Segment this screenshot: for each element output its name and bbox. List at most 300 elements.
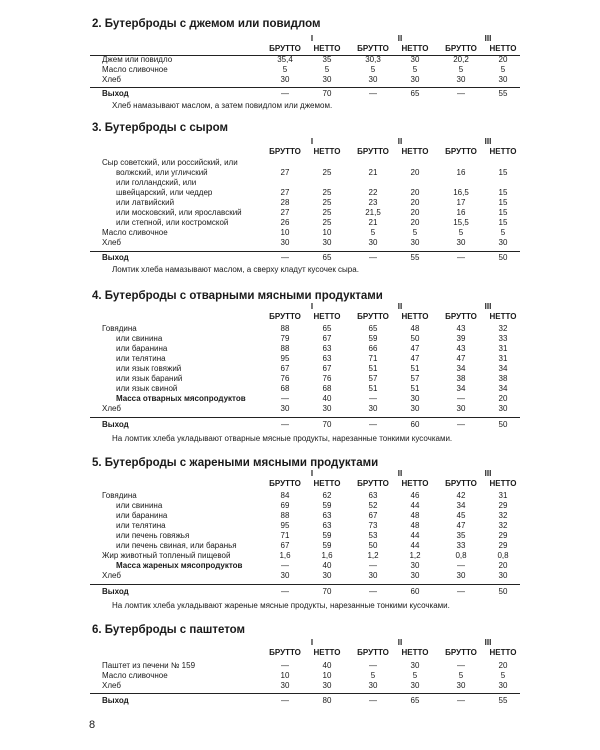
- output-cell: —: [369, 89, 377, 98]
- value-cell: 71: [368, 354, 378, 363]
- value-cell: 5: [370, 228, 376, 237]
- output-rule: [90, 87, 520, 88]
- value-cell: 30: [280, 75, 290, 84]
- value-cell: 0,8: [455, 551, 467, 560]
- value-cell: 29: [498, 541, 508, 550]
- col-group-iii: III: [484, 302, 492, 311]
- value-cell: 27: [280, 188, 290, 197]
- value-cell: 59: [322, 501, 332, 510]
- value-cell: 23: [368, 198, 378, 207]
- value-cell: 30: [368, 571, 378, 580]
- output-cell: 55: [410, 253, 420, 262]
- value-cell: 30: [322, 571, 332, 580]
- row-label: Масса жареных мясопродуктов: [116, 561, 243, 570]
- value-cell: 21,5: [365, 208, 381, 217]
- value-cell: 30: [456, 571, 466, 580]
- value-cell: 65: [368, 324, 378, 333]
- value-cell: 20: [410, 168, 420, 177]
- col-head-net-ii: НЕТТО: [401, 648, 429, 657]
- output-cell: 50: [498, 420, 508, 429]
- value-cell: 25: [322, 168, 332, 177]
- value-cell: 30: [322, 681, 332, 690]
- output-cell: 60: [410, 587, 420, 596]
- value-cell: 44: [410, 531, 420, 540]
- value-cell: 31: [498, 344, 508, 353]
- col-head-gross-iii: БРУТТО: [445, 147, 477, 156]
- value-cell: 10: [280, 671, 290, 680]
- col-head-gross-ii: БРУТТО: [357, 648, 389, 657]
- value-cell: 1,6: [321, 551, 333, 560]
- output-label: Выход: [102, 420, 129, 429]
- col-head-gross-iii: БРУТТО: [445, 479, 477, 488]
- value-cell: 1,2: [367, 551, 379, 560]
- value-cell: 50: [410, 334, 420, 343]
- value-cell: —: [369, 661, 377, 670]
- value-cell: 25: [322, 218, 332, 227]
- value-cell: 48: [410, 324, 420, 333]
- col-head-gross-iii: БРУТТО: [445, 44, 477, 53]
- value-cell: 30: [322, 75, 332, 84]
- value-cell: 30: [322, 404, 332, 413]
- value-cell: 15: [498, 198, 508, 207]
- value-cell: 57: [410, 374, 420, 383]
- value-cell: —: [281, 561, 289, 570]
- value-cell: 32: [498, 511, 508, 520]
- col-group-i: I: [310, 469, 314, 478]
- output-cell: 70: [322, 420, 332, 429]
- row-label: или свинина: [116, 501, 163, 510]
- col-head-net-i: НЕТТО: [313, 312, 341, 321]
- col-head-net-iii: НЕТТО: [489, 44, 517, 53]
- row-label: Сыр советский, или российский, или: [102, 158, 238, 167]
- value-cell: 30: [410, 394, 420, 403]
- value-cell: 20: [410, 218, 420, 227]
- row-label: или печень свиная, или баранья: [116, 541, 237, 550]
- value-cell: 88: [280, 324, 290, 333]
- section-note: Ломтик хлеба намазывают маслом, а сверху кладут кусочек сыра.: [112, 265, 359, 274]
- value-cell: 32: [498, 521, 508, 530]
- value-cell: 20: [498, 661, 508, 670]
- value-cell: 15: [498, 218, 508, 227]
- row-label: волжский, или угличский: [116, 168, 208, 177]
- col-head-gross-iii: БРУТТО: [445, 312, 477, 321]
- value-cell: 48: [410, 521, 420, 530]
- row-label: или свинина: [116, 334, 163, 343]
- value-cell: 15: [498, 188, 508, 197]
- col-head-gross-iii: БРУТТО: [445, 648, 477, 657]
- col-head-gross-ii: БРУТТО: [357, 44, 389, 53]
- value-cell: 73: [368, 521, 378, 530]
- output-cell: 55: [498, 696, 508, 705]
- row-label: или голландский, или: [116, 178, 197, 187]
- output-cell: —: [457, 696, 465, 705]
- output-cell: 70: [322, 89, 332, 98]
- value-cell: 22: [368, 188, 378, 197]
- col-group-iii: III: [484, 34, 492, 43]
- value-cell: 40: [322, 394, 332, 403]
- output-cell: —: [457, 89, 465, 98]
- output-label: Выход: [102, 253, 129, 262]
- value-cell: 67: [322, 364, 332, 373]
- value-cell: 15: [498, 168, 508, 177]
- value-cell: —: [457, 394, 465, 403]
- section-title: 3. Бутерброды с сыром: [92, 122, 229, 134]
- value-cell: 21: [368, 168, 378, 177]
- value-cell: 38: [456, 374, 466, 383]
- value-cell: 63: [322, 344, 332, 353]
- value-cell: —: [457, 561, 465, 570]
- row-label: или степной, или костромской: [116, 218, 229, 227]
- output-rule: [90, 417, 520, 418]
- row-label: или московский, или ярославский: [116, 208, 242, 217]
- col-head-gross-ii: БРУТТО: [357, 312, 389, 321]
- output-cell: —: [281, 89, 289, 98]
- value-cell: 34: [498, 364, 508, 373]
- col-group-ii: II: [397, 638, 403, 647]
- row-label: Джем или повидло: [102, 55, 173, 64]
- col-head-gross-ii: БРУТТО: [357, 479, 389, 488]
- value-cell: 30: [498, 75, 508, 84]
- value-cell: 68: [280, 384, 290, 393]
- value-cell: 34: [498, 384, 508, 393]
- output-cell: —: [281, 420, 289, 429]
- row-label: или латвийский: [116, 198, 175, 207]
- value-cell: 5: [412, 228, 418, 237]
- value-cell: 5: [500, 671, 506, 680]
- output-cell: 65: [322, 253, 332, 262]
- col-head-net-i: НЕТТО: [313, 44, 341, 53]
- value-cell: 25: [322, 208, 332, 217]
- value-cell: 30: [410, 561, 420, 570]
- col-group-iii: III: [484, 137, 492, 146]
- output-label: Выход: [102, 89, 129, 98]
- value-cell: 63: [322, 521, 332, 530]
- value-cell: —: [457, 661, 465, 670]
- value-cell: 59: [368, 334, 378, 343]
- value-cell: 71: [280, 531, 290, 540]
- value-cell: 25: [322, 188, 332, 197]
- row-label: Говядина: [102, 491, 137, 500]
- value-cell: 95: [280, 521, 290, 530]
- col-group-ii: II: [397, 302, 403, 311]
- col-head-net-i: НЕТТО: [313, 648, 341, 657]
- value-cell: 30: [368, 681, 378, 690]
- output-rule: [90, 584, 520, 585]
- value-cell: 30: [456, 238, 466, 247]
- value-cell: 5: [500, 65, 506, 74]
- value-cell: 35,4: [277, 55, 293, 64]
- value-cell: 10: [280, 228, 290, 237]
- value-cell: 20: [498, 55, 508, 64]
- value-cell: 5: [458, 671, 464, 680]
- value-cell: 30: [368, 238, 378, 247]
- value-cell: 52: [368, 501, 378, 510]
- value-cell: 31: [498, 491, 508, 500]
- value-cell: 62: [322, 491, 332, 500]
- value-cell: 30: [280, 404, 290, 413]
- row-label: Масло сливочное: [102, 671, 168, 680]
- value-cell: 5: [282, 65, 288, 74]
- value-cell: 34: [456, 501, 466, 510]
- output-cell: 65: [410, 89, 420, 98]
- value-cell: 1,6: [279, 551, 291, 560]
- col-head-net-ii: НЕТТО: [401, 147, 429, 156]
- value-cell: 43: [456, 324, 466, 333]
- output-cell: 50: [498, 253, 508, 262]
- output-cell: 80: [322, 696, 332, 705]
- row-label: Масло сливочное: [102, 228, 168, 237]
- value-cell: 47: [410, 354, 420, 363]
- value-cell: 20: [498, 561, 508, 570]
- output-rule: [90, 251, 520, 252]
- value-cell: 47: [410, 344, 420, 353]
- value-cell: 48: [410, 511, 420, 520]
- value-cell: 30: [498, 404, 508, 413]
- row-label: или печень говяжья: [116, 531, 190, 540]
- col-head-net-iii: НЕТТО: [489, 479, 517, 488]
- value-cell: 45: [456, 511, 466, 520]
- value-cell: 30: [410, 55, 420, 64]
- value-cell: 30: [410, 238, 420, 247]
- row-label: Хлеб: [102, 75, 121, 84]
- value-cell: 51: [368, 384, 378, 393]
- value-cell: 30: [280, 571, 290, 580]
- value-cell: 21: [368, 218, 378, 227]
- row-label: Говядина: [102, 324, 137, 333]
- value-cell: 1,2: [409, 551, 421, 560]
- value-cell: 47: [456, 521, 466, 530]
- value-cell: 76: [322, 374, 332, 383]
- value-cell: 67: [280, 541, 290, 550]
- output-cell: 65: [410, 696, 420, 705]
- value-cell: 34: [456, 384, 466, 393]
- value-cell: 28: [280, 198, 290, 207]
- value-cell: 29: [498, 501, 508, 510]
- value-cell: 31: [498, 354, 508, 363]
- value-cell: 29: [498, 531, 508, 540]
- col-head-gross-i: БРУТТО: [269, 147, 301, 156]
- col-head-net-iii: НЕТТО: [489, 147, 517, 156]
- section-title: 5. Бутерброды с жареными мясными продуктами: [92, 457, 379, 469]
- section-title: 6. Бутерброды с паштетом: [92, 624, 246, 636]
- output-cell: —: [369, 587, 377, 596]
- value-cell: 16: [456, 168, 466, 177]
- output-label: Выход: [102, 587, 129, 596]
- col-head-gross-i: БРУТТО: [269, 648, 301, 657]
- page-number: 8: [89, 719, 96, 731]
- col-group-ii: II: [397, 137, 403, 146]
- value-cell: 50: [368, 541, 378, 550]
- value-cell: 51: [368, 364, 378, 373]
- value-cell: 5: [458, 228, 464, 237]
- value-cell: 30: [410, 571, 420, 580]
- value-cell: 67: [322, 334, 332, 343]
- value-cell: 26: [280, 218, 290, 227]
- value-cell: 30: [410, 661, 420, 670]
- output-cell: —: [281, 696, 289, 705]
- col-head-net-i: НЕТТО: [313, 479, 341, 488]
- value-cell: 51: [410, 364, 420, 373]
- value-cell: 46: [410, 491, 420, 500]
- value-cell: 5: [412, 671, 418, 680]
- col-group-i: I: [310, 302, 314, 311]
- value-cell: 25: [322, 198, 332, 207]
- row-label: Хлеб: [102, 571, 121, 580]
- output-cell: —: [281, 587, 289, 596]
- value-cell: 20: [498, 394, 508, 403]
- section-title: 4. Бутерброды с отварными мясными продуктами: [92, 290, 383, 302]
- col-head-gross-i: БРУТТО: [269, 312, 301, 321]
- value-cell: 44: [410, 501, 420, 510]
- value-cell: 30: [498, 571, 508, 580]
- value-cell: —: [369, 561, 377, 570]
- row-label: Хлеб: [102, 681, 121, 690]
- row-label: или язык свиной: [116, 384, 178, 393]
- output-cell: —: [369, 696, 377, 705]
- row-label: Паштет из печени № 159: [102, 661, 196, 670]
- value-cell: 30: [322, 238, 332, 247]
- value-cell: 33: [498, 334, 508, 343]
- col-group-i: I: [310, 137, 314, 146]
- row-label: или телятина: [116, 521, 166, 530]
- value-cell: 33: [456, 541, 466, 550]
- value-cell: 79: [280, 334, 290, 343]
- value-cell: 44: [410, 541, 420, 550]
- output-cell: 55: [498, 89, 508, 98]
- output-cell: 50: [498, 587, 508, 596]
- col-group-i: I: [310, 34, 314, 43]
- output-cell: 70: [322, 587, 332, 596]
- output-cell: —: [457, 420, 465, 429]
- value-cell: 5: [370, 65, 376, 74]
- value-cell: 76: [280, 374, 290, 383]
- output-cell: —: [369, 420, 377, 429]
- section-note: На ломтик хлеба укладывают отварные мясные продукты, нарезанные тонкими кусочками.: [112, 434, 453, 443]
- value-cell: 88: [280, 344, 290, 353]
- value-cell: 20: [410, 208, 420, 217]
- row-label: Масса отварных мясопродуктов: [116, 394, 246, 403]
- value-cell: 59: [322, 531, 332, 540]
- col-group-i: I: [310, 638, 314, 647]
- value-cell: 68: [322, 384, 332, 393]
- col-group-ii: II: [397, 469, 403, 478]
- col-head-net-iii: НЕТТО: [489, 648, 517, 657]
- value-cell: 66: [368, 344, 378, 353]
- value-cell: 57: [368, 374, 378, 383]
- value-cell: 30: [456, 681, 466, 690]
- value-cell: 20: [410, 188, 420, 197]
- value-cell: —: [281, 661, 289, 670]
- col-head-net-ii: НЕТТО: [401, 312, 429, 321]
- value-cell: 39: [456, 334, 466, 343]
- value-cell: 95: [280, 354, 290, 363]
- col-group-iii: III: [484, 469, 492, 478]
- value-cell: 53: [368, 531, 378, 540]
- value-cell: 40: [322, 661, 332, 670]
- value-cell: 5: [458, 65, 464, 74]
- output-cell: —: [369, 253, 377, 262]
- value-cell: 30: [456, 404, 466, 413]
- col-head-gross-i: БРУТТО: [269, 479, 301, 488]
- value-cell: —: [369, 394, 377, 403]
- value-cell: 5: [412, 65, 418, 74]
- row-label: Хлеб: [102, 238, 121, 247]
- row-label: Хлеб: [102, 404, 121, 413]
- value-cell: 59: [322, 541, 332, 550]
- value-cell: 38: [498, 374, 508, 383]
- value-cell: 20,2: [453, 55, 469, 64]
- output-rule: [90, 693, 520, 694]
- section-note: Хлеб намазывают маслом, а затем повидлом или джемом.: [112, 101, 333, 110]
- output-cell: —: [457, 253, 465, 262]
- value-cell: 20: [410, 198, 420, 207]
- value-cell: 47: [456, 354, 466, 363]
- value-cell: 30: [410, 75, 420, 84]
- value-cell: 67: [280, 364, 290, 373]
- row-label: Жир животный топленый пищевой: [102, 551, 231, 560]
- value-cell: 30: [368, 75, 378, 84]
- col-head-net-ii: НЕТТО: [401, 479, 429, 488]
- value-cell: 16,5: [453, 188, 469, 197]
- value-cell: 30: [498, 238, 508, 247]
- value-cell: 30: [410, 404, 420, 413]
- value-cell: 0,8: [497, 551, 509, 560]
- col-head-net-ii: НЕТТО: [401, 44, 429, 53]
- section-note: На ломтик хлеба укладывают жареные мясные продукты, нарезанные тонкими кусочками.: [112, 601, 450, 610]
- value-cell: 30: [410, 681, 420, 690]
- value-cell: 17: [456, 198, 466, 207]
- row-label: или телятина: [116, 354, 166, 363]
- value-cell: 42: [456, 491, 466, 500]
- value-cell: 30: [280, 681, 290, 690]
- value-cell: 30: [498, 681, 508, 690]
- value-cell: 5: [370, 671, 376, 680]
- row-label: Масло сливочное: [102, 65, 168, 74]
- value-cell: 32: [498, 324, 508, 333]
- col-head-gross-i: БРУТТО: [269, 44, 301, 53]
- value-cell: 40: [322, 561, 332, 570]
- col-head-net-iii: НЕТТО: [489, 312, 517, 321]
- value-cell: 30: [368, 404, 378, 413]
- output-label: Выход: [102, 696, 129, 705]
- section-title: 2. Бутерброды с джемом или повидлом: [92, 18, 321, 30]
- col-group-iii: III: [484, 638, 492, 647]
- value-cell: 10: [322, 671, 332, 680]
- value-cell: —: [281, 394, 289, 403]
- row-label: или баранина: [116, 511, 168, 520]
- row-label: швейцарский, или чеддер: [116, 188, 213, 197]
- value-cell: 63: [322, 354, 332, 363]
- output-cell: —: [281, 253, 289, 262]
- col-head-net-i: НЕТТО: [313, 147, 341, 156]
- value-cell: 65: [322, 324, 332, 333]
- value-cell: 30: [456, 75, 466, 84]
- value-cell: 5: [500, 228, 506, 237]
- col-head-gross-ii: БРУТТО: [357, 147, 389, 156]
- value-cell: 69: [280, 501, 290, 510]
- value-cell: 10: [322, 228, 332, 237]
- value-cell: 67: [368, 511, 378, 520]
- value-cell: 43: [456, 344, 466, 353]
- value-cell: 5: [324, 65, 330, 74]
- value-cell: 35: [322, 55, 332, 64]
- value-cell: 15: [498, 208, 508, 217]
- value-cell: 34: [456, 364, 466, 373]
- row-label: или баранина: [116, 344, 168, 353]
- col-group-ii: II: [397, 34, 403, 43]
- value-cell: 63: [368, 491, 378, 500]
- output-cell: 60: [410, 420, 420, 429]
